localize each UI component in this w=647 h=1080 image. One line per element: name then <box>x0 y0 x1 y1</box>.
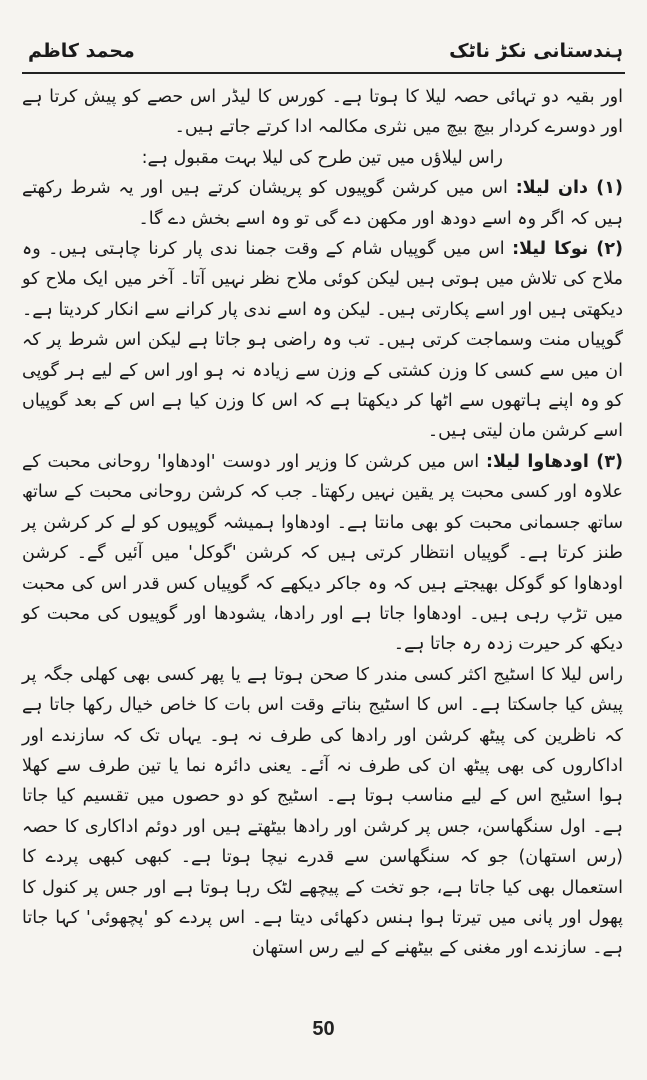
page-header <box>22 38 625 74</box>
book-title: ہندستانی نکڑ ناٹک <box>449 40 623 62</box>
nauka-leela-text: اس میں گوپیاں شام کے وقت جمنا ندی پار کرنا چاہتی ہیں۔ وہ ملاح کی تلاش میں ہوتی ہیں لیکن کوئی ملاح نظر نہیں آتا۔ آخر میں ایک ملاح کو دیکھتی ہیں اور اسے پکارتی ہیں۔ لیکن وہ اسے ندی پار کرانے سے انکار کردیتا ہے۔ گوپیاں منت وسماجت کرتی ہیں۔ تب وہ راضی ہو جاتا ہے لیکن اس شرط پر کہ ان میں سے کسی کا وزن کشتی کے وزن سے زیادہ نہ ہو اور اس کے لیے ہر گوپی کو وہ اپنے ہاتھوں سے اٹھا کر دیکھتا ہے کہ اس کا وزن کیا ہے اس کے بعد گوپیاں اسے کرشن مان لیتی ہیں۔ <box>22 239 623 442</box>
paragraph-intro: اور بقیہ دو تہائی حصہ لیلا کا ہوتا ہے۔ کورس کا لیڈر اس حصے کو پیش کرتا ہے اور دوسرے کردار بیچ بیچ میں نثری مکالمہ ادا کرتے جاتے ہیں۔ <box>22 87 623 138</box>
daan-leela-heading: (۱) دان لیلا: <box>515 178 623 199</box>
daan-leela-text: اس میں کرشن گوپیوں کو پریشان کرتے ہیں اور یہ شرط رکھتے ہیں کہ اگر وہ اسے دودھ اور مکھن دے گی تو وہ اسے بخش دے گا۔ <box>22 178 623 229</box>
paragraph-udhava-leela <box>22 447 623 660</box>
nauka-leela-heading: (۲) نوکا لیلا: <box>512 239 623 260</box>
udhava-leela-text: اس میں کرشن کا وزیر اور دوست 'اودھاوا' روحانی محبت کے علاوہ اور کسی محبت پر یقین نہیں رکھتا۔ جب کہ کرشن روحانی محبت کے ساتھ ساتھ جسمانی محبت کو بھی مانتا ہے۔ اودھاوا ہمیشہ گوپیوں کو لے کر کرشن پر طنز کرتا ہے۔ گوپیاں انتظار کرتی ہیں کہ کرشن 'گوکل' میں آئیں گے۔ کرشن اودھاوا کو گوکل بھیجتے ہیں کہ وہ جاکر دیکھے کہ گوپیاں کس قدر اس کی محبت میں تڑپ رہی ہیں۔ اودھاوا جاتا ہے اور رادھا، یشودھا اور گوپیوں کی محبت کو دیکھ کر حیرت زدہ رہ جاتا ہے۔ <box>22 451 623 655</box>
page-body <box>22 82 623 964</box>
paragraph-stage: راس لیلا کا اسٹیج اکثر کسی مندر کا صحن ہوتا ہے یا پھر کسی بھی کھلی جگہ پر پیش کیا جاسکتا ہے۔ اس کا اسٹیج بناتے وقت اس بات کا خاص خیال رکھا جاتا ہے کہ ناظرین کی پیٹھ کرشن اور رادھا کی طرف نہ ہو۔ یہاں تک کہ سازندے اور اداکاروں کی بھی پیٹھ ان کی طرف نہ آئے۔ یعنی دائرہ نما یا تین طرف سے کھلا ہوا اسٹیج اس کے لیے مناسب ہوتا ہے۔ اسٹیج کو دو حصوں میں تقسیم کیا جاتا ہے۔ اول سنگھاسن، جس پر کرشن اور رادھا بیٹھتے ہیں اور دوئم اداکاری کا حصہ (رس استھان) جو کہ سنگھاسن سے قدرے نیچا ہوتا ہے۔ کبھی کبھی پردے کا استعمال بھی کیا جاتا ہے، جو تخت کے پیچھے لٹک رہا ہوتا ہے اور جس پر کنول کا پھول اور پانی میں تیرتا ہوا ہنس دکھائی دیتا ہے۔ اس پردے کو 'پچھوئی' کہا جاتا ہے۔ سازندے اور مغنی کے بیٹھنے کے لیے رس استھان <box>22 664 623 959</box>
udhava-leela-heading: (۳) اودھاوا لیلا: <box>485 451 623 472</box>
paragraph-nauka-leela <box>22 234 623 447</box>
page-number: 50 <box>312 1018 335 1040</box>
paragraph-leela-types: راس لیلاؤں میں تین طرح کی لیلا بہت مقبول ہے: <box>141 147 503 168</box>
author-name: محمد کاظم <box>28 40 135 62</box>
paragraph-daan-leela <box>22 173 623 234</box>
